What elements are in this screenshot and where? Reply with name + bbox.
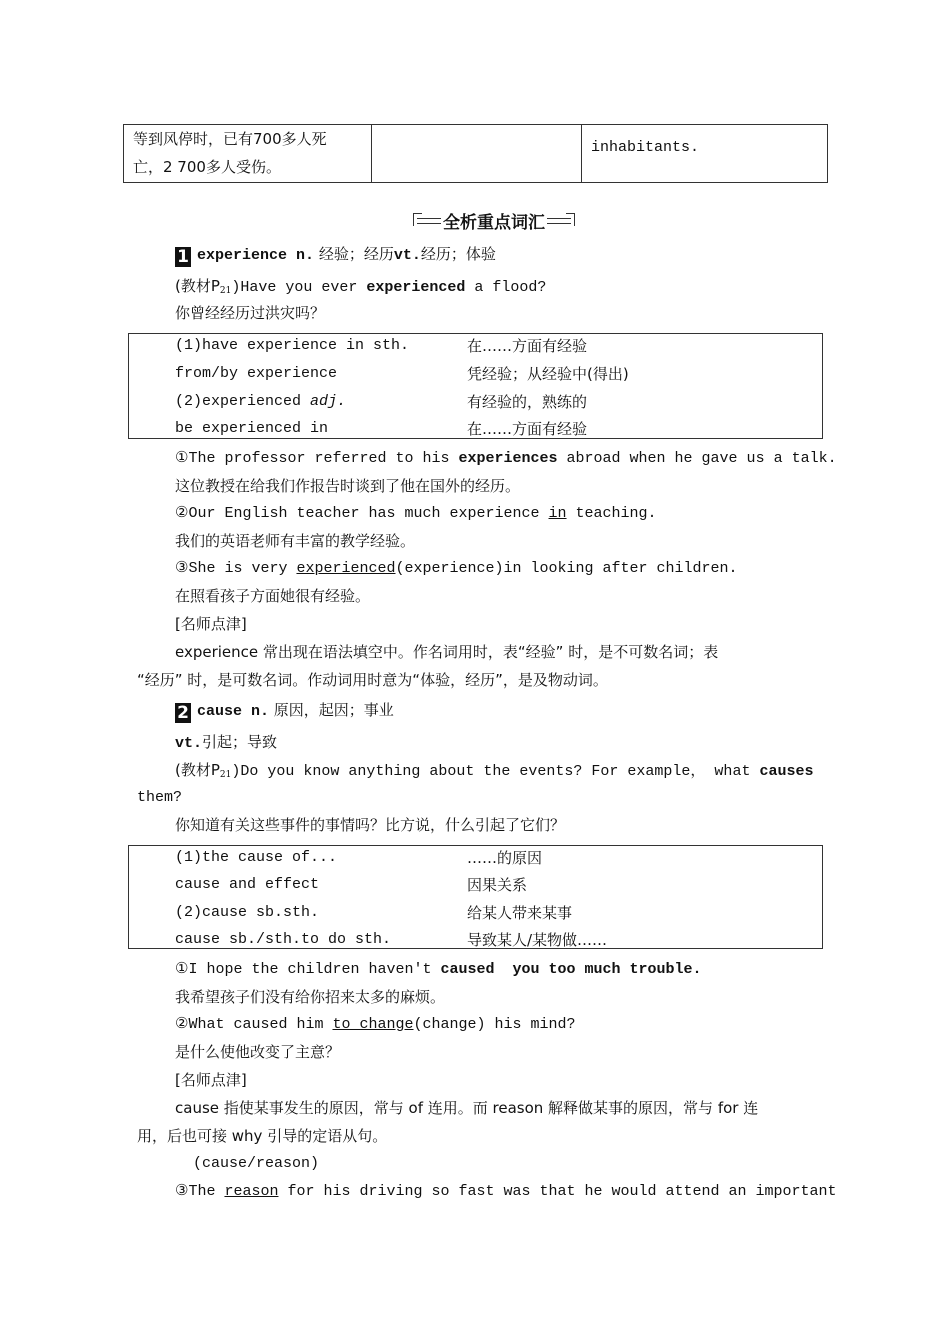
item2-tip-line-1: cause 指使某事发生的原因，常与 of 连用。而 reason 解释做某事的原因，常与 for 连	[175, 1099, 759, 1117]
table-cell-english	[582, 125, 828, 183]
item1-example-2	[175, 504, 657, 524]
table-cell-empty	[372, 125, 582, 183]
item2-textbook-cn: 你知道有关这些事件的事情吗？比方说，什么引起了它们？	[175, 816, 566, 834]
example-answer: to change	[332, 1016, 414, 1033]
example-answer: reason	[224, 1183, 279, 1200]
textbook-prefix: (教材P	[175, 761, 220, 779]
phrase-en: (2)cause sb.sth.	[175, 904, 320, 921]
heading-left-rule	[417, 218, 441, 224]
item2-tip-label: [名师点津]	[175, 1071, 247, 1089]
item2-gloss2: 引起；导致	[202, 733, 278, 751]
textbook-page: 21	[219, 286, 232, 296]
example-text: ②What caused him	[175, 1016, 333, 1033]
example-answer: in	[548, 505, 567, 522]
heading-right-bracket	[566, 213, 575, 226]
phrase-cn: 凭经验；从经验中(得出)	[467, 365, 629, 383]
phrase-cn: ……的原因	[467, 849, 543, 867]
item1-tip-line-1: experience 常出现在语法填空中。作名词用时，表“经验” 时，是不可数名词；表	[175, 643, 719, 661]
item2-example-2-cn: 是什么使他改变了主意？	[175, 1043, 341, 1061]
phrase-cn: 在……方面有经验	[467, 420, 588, 438]
item2-example-1-cn: 我希望孩子们没有给你招来太多的麻烦。	[175, 988, 446, 1006]
phrase-en: (1)the cause of...	[175, 849, 338, 866]
section-heading-text: 全析重点词汇	[443, 213, 545, 233]
phrase-en: cause sb./sth.to do sth.	[175, 931, 392, 948]
textbook-text: )Have you ever	[231, 279, 367, 296]
item2-textbook-sentence	[175, 760, 813, 785]
item1-headword: experience n.	[197, 247, 315, 264]
example-text: (change) his mind?	[413, 1016, 576, 1033]
item1-example-1	[175, 449, 837, 469]
example-text: ③She is very	[175, 560, 297, 577]
textbook-keyword: experienced	[366, 279, 466, 296]
item2-phrase-box	[128, 845, 823, 949]
item1-headline	[175, 244, 496, 267]
phrase-cn: 有经验的，熟练的	[467, 393, 588, 411]
item1-textbook-sentence	[175, 276, 546, 301]
example-text: teaching.	[566, 505, 657, 522]
item2-gloss: 原因，起因；事业	[273, 701, 394, 719]
item1-tip-label: [名师点津]	[175, 615, 247, 633]
item2-example-2	[175, 1015, 576, 1035]
item2-choice-hint: (cause/reason)	[193, 1155, 320, 1172]
phrase-en: from/by experience	[175, 365, 338, 382]
example-text: (experience)in looking after children.	[395, 560, 738, 577]
textbook-page: 21	[219, 770, 232, 780]
example-text: ①The professor referred to his	[175, 450, 459, 467]
item1-gloss2: 经历；体验	[420, 245, 496, 263]
item2-pos2-line	[175, 732, 277, 754]
item1-textbook-cn: 你曾经经历过洪灾吗？	[175, 304, 326, 322]
item1-phrase-box	[128, 333, 823, 439]
item1-example-3	[175, 559, 738, 579]
item2-example-3	[175, 1182, 837, 1202]
phrase-cn: 给某人带来某事	[467, 904, 573, 922]
example-keyword: caused you too much trouble.	[440, 961, 702, 978]
item2-headline	[175, 700, 394, 723]
cell-english-text: inhabitants.	[591, 139, 700, 156]
textbook-text: )Do you know anything about the events? For example， what	[231, 763, 760, 780]
example-text: ③The	[175, 1183, 225, 1200]
continued-table	[123, 124, 828, 183]
phrase-en: be experienced in	[175, 420, 329, 437]
phrase-en: (1)have experience in sth.	[175, 337, 410, 354]
phrase-cn: 导致某人/某物做……	[467, 931, 608, 949]
example-keyword: experiences	[458, 450, 558, 467]
phrase-en: cause and effect	[175, 876, 320, 893]
cell-line-2: 亡，2 700多人受伤。	[133, 158, 281, 176]
example-text: ①I hope the children haven't	[175, 961, 441, 978]
textbook-prefix: (教材P	[175, 277, 220, 295]
phrase-pos: adj.	[310, 393, 347, 410]
section-heading	[413, 207, 575, 231]
item1-gloss: 经验；经历	[318, 245, 394, 263]
phrase-cn: 因果关系	[467, 876, 528, 894]
textbook-keyword: causes	[759, 763, 814, 780]
phrase-en	[175, 393, 346, 410]
example-text: for his driving so fast was that he would attend an important	[278, 1183, 837, 1200]
item2-pos2: vt.	[175, 735, 203, 752]
item2-example-1	[175, 960, 702, 980]
item1-example-2-cn: 我们的英语老师有丰富的教学经验。	[175, 532, 416, 550]
cell-line-1: 等到风停时，已有700多人死	[133, 130, 327, 148]
example-text: abroad when he gave us a talk.	[557, 450, 837, 467]
textbook-end: a flood?	[465, 279, 547, 296]
item1-number-badge: 1	[175, 247, 191, 267]
phrase-cn: 在……方面有经验	[467, 337, 588, 355]
item2-headword: cause n.	[197, 703, 270, 720]
table-cell-chinese	[124, 125, 372, 183]
item1-example-3-cn: 在照看孩子方面她很有经验。	[175, 587, 371, 605]
item1-example-1-cn: 这位教授在给我们作报告时谈到了他在国外的经历。	[175, 477, 521, 495]
item1-pos2: vt.	[393, 247, 421, 264]
example-text: ②Our English teacher has much experience	[175, 505, 549, 522]
phrase-en-text: (2)experienced	[175, 393, 311, 410]
item2-textbook-end: them?	[137, 789, 183, 806]
item2-tip-line-2: 用，后也可接 why 引导的定语从句。	[137, 1127, 388, 1145]
item1-tip-line-2: “经历” 时，是可数名词。作动词用时意为“体验，经历”，是及物动词。	[137, 671, 608, 689]
item2-number-badge: 2	[175, 703, 191, 723]
example-answer: experienced	[296, 560, 396, 577]
